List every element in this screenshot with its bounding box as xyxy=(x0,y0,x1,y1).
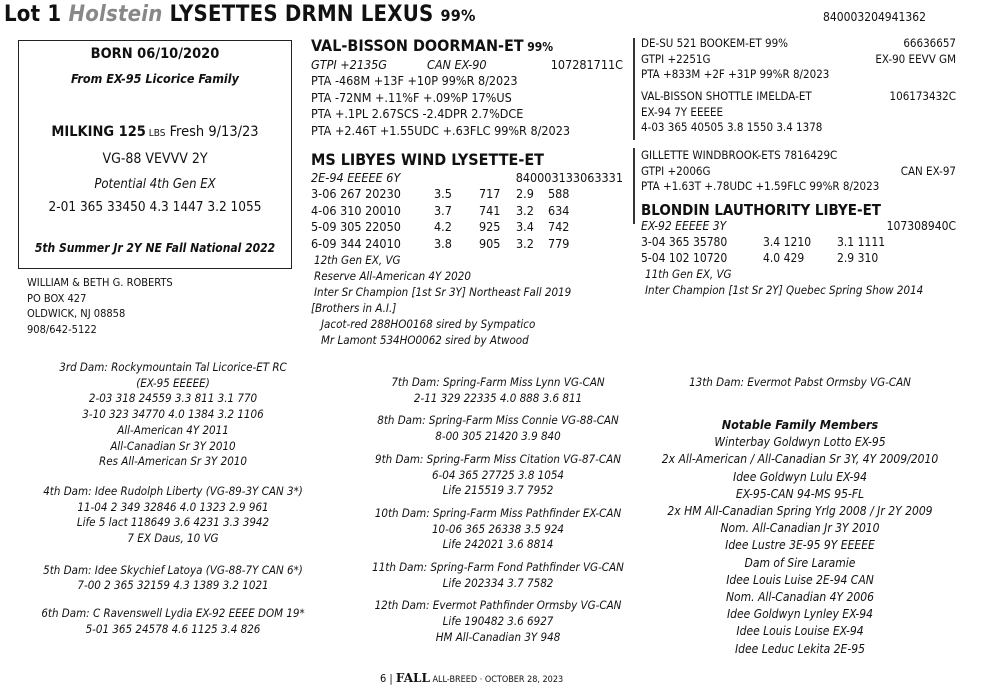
dams-column-3 xyxy=(640,375,960,391)
footer-sale-info: ALL-BREED · OCTOBER 28, 2023 xyxy=(429,675,564,685)
dam-note: 12th Gen EX, VG xyxy=(314,253,401,267)
sire-pct: 99% xyxy=(527,40,554,54)
dam-name: MS LIBYES WIND LYSETTE-ET xyxy=(311,150,544,169)
dam-dam-note: Inter Champion [1st Sr 2Y] Quebec Spring Show 2014 xyxy=(645,283,924,297)
ancestor-dam-line: 10-06 365 26338 3.5 924 xyxy=(431,521,565,536)
dam-record-cell: 4-06 310 20010 xyxy=(311,202,401,218)
ancestor-dam-line: 10th Dam: Spring-Farm Miss Pathfinder EX-CAN xyxy=(374,505,622,520)
ancestor-dam-line: 5th Dam: Idee Skychief Latoya (VG-88-7Y CAN 6*) xyxy=(43,562,303,577)
dam-note: Jacot-red 288HO0168 sired by Sympatico xyxy=(321,317,536,331)
dam-dam-record-cell: 4.0 429 xyxy=(763,251,805,265)
page-footer xyxy=(380,671,563,685)
ancestor-dam xyxy=(333,413,663,444)
dam-record-cell: 3.7 xyxy=(434,202,452,218)
dam-sire-class: CAN EX-97 xyxy=(900,163,956,178)
ancestor-dam xyxy=(8,484,338,547)
sire-dam-record: 4-03 365 40505 3.8 1550 3.4 1378 xyxy=(641,120,823,134)
dam-reg: 840003133063331 xyxy=(515,169,623,185)
dam-block xyxy=(311,152,623,348)
sire-dam-reg: 106173432C xyxy=(889,89,956,103)
lot-number: Lot 1 xyxy=(4,2,62,27)
ancestor-dam-line: 8th Dam: Spring-Farm Miss Connie VG-88-CAN xyxy=(377,413,619,428)
notable-member: Idee Lustre 3E-95 9Y EEEEE xyxy=(725,538,875,553)
sire-sire-class: EX-90 EEVV GM xyxy=(875,51,956,66)
dam-dam-record-cell: 2.9 310 xyxy=(837,251,879,265)
dam-record-cell: 779 xyxy=(548,235,570,251)
milking-unit: LBS xyxy=(145,128,166,139)
sire-sire-name: DE-SU 521 BOOKEM-ET 99% xyxy=(641,36,788,50)
ancestor-dam xyxy=(333,560,663,591)
dam-record-row xyxy=(311,219,623,236)
ancestor-dam xyxy=(333,598,663,645)
ancestor-dam-line: All-American 4Y 2011 xyxy=(117,422,229,437)
sire-name: VAL-BISSON DOORMAN-ET xyxy=(311,36,524,55)
dam-sire-name: GILLETTE WINDBROOK-ETS 7816429C xyxy=(641,148,838,162)
dam-dam-name: BLONDIN LAUTHORITY LIBYE-ET xyxy=(641,201,882,219)
notable-title: Notable Family Members xyxy=(721,417,879,432)
dam-sire-block xyxy=(641,148,956,195)
ancestor-dam-line: 12th Dam: Evermot Pathfinder Ormsby VG-CAN xyxy=(374,598,622,613)
ancestor-dam-line: HM All-Canadian 3Y 948 xyxy=(435,629,561,644)
ancestor-dam-line: Life 202334 3.7 7582 xyxy=(442,575,554,590)
ancestor-dam-line: Life 215519 3.7 7952 xyxy=(442,483,554,498)
dam-records xyxy=(311,186,623,252)
ancestor-dam-line: All-Canadian Sr 3Y 2010 xyxy=(110,438,236,453)
notable-member: Idee Louis Luise 2E-94 CAN xyxy=(726,572,874,587)
dam-record-cell: 3.2 xyxy=(516,202,534,218)
notable-member: Dam of Sire Laramie xyxy=(744,555,856,570)
ancestor-dam-line: Res All-American Sr 3Y 2010 xyxy=(99,454,247,469)
notable-member: Nom. All-Canadian Jr 3Y 2010 xyxy=(720,521,880,536)
ancestor-dam-line: 6th Dam: C Ravenswell Lydia EX-92 EEEE DOM 19* xyxy=(41,606,305,621)
dam-sire-gtpi: GTPI +2006G xyxy=(641,163,711,178)
ancestor-dam xyxy=(8,360,338,470)
lot-title xyxy=(4,2,476,27)
pedigree-bracket-line xyxy=(633,148,635,224)
sire-dam-class: EX-94 7Y EEEEE xyxy=(641,104,724,119)
ancestor-dam-line: 2-11 329 22335 4.0 888 3.6 811 xyxy=(413,390,583,405)
animal-name: LYSETTES DRMN LEXUS xyxy=(169,2,434,27)
classification: VG-88 VEVVV 2Y xyxy=(102,151,208,167)
owner-line: 908/642-5122 xyxy=(27,322,97,336)
dam-dam-record-cell: 3.4 1210 xyxy=(763,235,812,249)
dam-record-cell: 3.4 xyxy=(516,219,534,234)
ancestor-dam-line: 8-00 305 21420 3.9 840 xyxy=(435,429,561,444)
notable-member: Idee Goldwyn Lulu EX-94 xyxy=(733,469,867,484)
dams-column-2 xyxy=(333,375,663,646)
dam-sire-pta: PTA +1.63T +.78UDC +1.59FLC 99%R 8/2023 xyxy=(641,179,880,193)
dam-record-row xyxy=(311,236,623,253)
ancestor-dam-line: 7 EX Daus, 10 VG xyxy=(127,531,219,546)
sire-block xyxy=(311,38,623,139)
owner-block xyxy=(27,275,173,337)
sire-pta-line: PTA +2.46T +1.55UDC +.63FLC 99%R 8/2023 xyxy=(311,122,570,138)
sire-pta-line: PTA -72NM +.11%F +.09%P 17%US xyxy=(311,89,512,105)
dam-record-cell: 3.8 xyxy=(434,235,452,251)
dam-dam-record-cell: 5-04 102 10720 xyxy=(641,251,728,265)
fresh-date: Fresh 9/13/23 xyxy=(165,124,259,140)
sire-reg: 107281711C xyxy=(550,56,623,72)
notable-member: 2x All-American / All-Canadian Sr 3Y, 4Y 2009/2010 xyxy=(661,452,939,467)
ancestor-dam-line: 6-04 365 27725 3.8 1054 xyxy=(431,467,565,482)
animal-pct: 99% xyxy=(440,6,476,25)
dam-dam-block xyxy=(641,202,956,298)
ancestor-dam-line: 3rd Dam: Rockymountain Tal Licorice-ET RC xyxy=(59,360,287,374)
notable-member: Idee Leduc Lekita 2E-95 xyxy=(735,641,865,656)
dam-note: [Brothers in A.I.] xyxy=(311,301,397,315)
dam-record-cell: 925 xyxy=(479,219,501,234)
born-date: BORN 06/10/2020 xyxy=(90,46,220,62)
ancestor-dam-line: 9th Dam: Spring-Farm Miss Citation VG-87-CAN xyxy=(375,451,621,466)
notable-family xyxy=(640,416,960,658)
dam-record-cell: 3-06 267 20230 xyxy=(311,186,401,201)
milking-line xyxy=(19,124,291,140)
ancestor-dam-line: 4th Dam: Idee Rudolph Liberty (VG-89-3Y CAN 3*) xyxy=(43,483,303,498)
owner-line: PO BOX 427 xyxy=(27,291,87,305)
ancestor-dam-line: Life 5 lact 118649 3.6 4231 3.3 3942 xyxy=(76,515,270,530)
dam-class: 2E-94 EEEEE 6Y xyxy=(311,169,401,185)
dam-record-cell: 3.2 xyxy=(516,235,534,251)
ancestor-dam-line: 11-04 2 349 32846 4.0 1323 2.9 961 xyxy=(77,499,269,514)
dam-record-cell: 634 xyxy=(548,202,570,218)
dam-dam-record-row xyxy=(641,234,956,250)
milking-amount: MILKING 125 xyxy=(51,124,146,140)
dam-dam-reg: 107308940C xyxy=(886,219,956,233)
dam-13: 13th Dam: Evermot Pabst Ormsby VG-CAN xyxy=(689,375,911,389)
info-box xyxy=(18,40,292,269)
owner-line: WILLIAM & BETH G. ROBERTS xyxy=(27,276,173,289)
dam-dam-note: 11th Gen EX, VG xyxy=(645,267,732,281)
sire-sire-gtpi: GTPI +2251G xyxy=(641,51,711,66)
notable-member: Nom. All-Canadian 4Y 2006 xyxy=(725,590,875,605)
notable-member: Idee Louis Louise EX-94 xyxy=(736,624,864,639)
dam-note: Mr Lamont 534HO0062 sired by Atwood xyxy=(321,333,529,347)
notable-member: 2x HM All-Canadian Spring Yrlg 2008 / Jr 2Y 2009 xyxy=(667,504,933,519)
ancestor-dam xyxy=(8,606,338,637)
ancestor-dam-line: 11th Dam: Spring-Farm Fond Pathfinder VG-CAN xyxy=(372,560,624,575)
potential: Potential 4th Gen EX xyxy=(94,177,216,192)
pedigree-bracket-line xyxy=(633,38,635,140)
dam-dam-record-cell: 3.1 1111 xyxy=(837,235,886,249)
dam-record-cell: 588 xyxy=(548,186,570,201)
dam-record-cell: 3.5 xyxy=(434,186,452,201)
ancestor-dam-line: (EX-95 EEEEE) xyxy=(136,375,210,390)
dam-record-cell: 741 xyxy=(479,202,501,218)
sire-sire-pta: PTA +833M +2F +31P 99%R 8/2023 xyxy=(641,67,830,81)
dam-record-cell: 4.2 xyxy=(434,219,452,234)
dam-class-line xyxy=(311,170,623,187)
dam-dam-record-row xyxy=(641,250,956,266)
dam-note: Inter Sr Champion [1st Sr 3Y] Northeast Fall 2019 xyxy=(314,285,572,299)
production-record: 2-01 365 33450 4.3 1447 3.2 1055 xyxy=(48,199,262,215)
breed: Holstein xyxy=(68,2,163,27)
dam-record-cell: 742 xyxy=(548,219,570,234)
ancestor-dam-line: 7-00 2 365 32159 4.3 1389 3.2 1021 xyxy=(77,578,269,593)
dam-record-row xyxy=(311,203,623,220)
ancestor-dam-line: Life 242021 3.6 8814 xyxy=(442,537,554,552)
dam-record-cell: 6-09 344 24010 xyxy=(311,235,401,251)
sire-gtpi: GTPI +2135G xyxy=(311,56,388,72)
dam-record-cell: 2.9 xyxy=(516,186,534,201)
page-number: 6 | xyxy=(380,672,396,685)
footer-fall: FALL xyxy=(395,671,430,685)
dam-dam-record-cell: 3-04 365 35780 xyxy=(641,235,728,249)
sire-dam-name: VAL-BISSON SHOTTLE IMELDA-ET xyxy=(641,89,812,103)
sire-gtpi-line xyxy=(311,57,623,74)
ancestor-dam-line: Life 190482 3.6 6927 xyxy=(442,614,554,629)
ancestor-dam-line: 3-10 323 34770 4.0 1384 3.2 1106 xyxy=(82,407,264,422)
ancestor-dam xyxy=(333,375,663,406)
notable-member: Winterbay Goldwyn Lotto EX-95 xyxy=(714,435,886,450)
dam-notes xyxy=(311,252,623,348)
owner-line: OLDWICK, NJ 08858 xyxy=(27,307,126,320)
dam-dam-class: EX-92 EEEEE 3Y xyxy=(641,219,727,233)
dams-column-1 xyxy=(8,360,338,638)
sire-class: CAN EX-90 xyxy=(427,56,487,72)
notable-member: Idee Goldwyn Lynley EX-94 xyxy=(726,607,874,622)
sire-sire-reg: 66636657 xyxy=(903,36,956,50)
dam-record-row xyxy=(311,186,623,203)
dam-record-cell: 717 xyxy=(479,186,501,201)
ancestor-dam-line: 5-01 365 24578 4.6 1125 3.4 826 xyxy=(85,621,261,636)
ancestor-dam-line: 7th Dam: Spring-Farm Miss Lynn VG-CAN xyxy=(391,375,605,389)
ancestor-dam xyxy=(8,563,338,594)
dam-dam-records xyxy=(641,234,956,266)
sire-sire-block xyxy=(641,36,956,83)
ancestor-dam xyxy=(333,452,663,499)
ancestor-dam xyxy=(333,506,663,553)
dam-record-cell: 905 xyxy=(479,235,501,251)
sire-pta-line: PTA -468M +13F +10P 99%R 8/2023 xyxy=(311,73,518,88)
notable-member: EX-95-CAN 94-MS 95-FL xyxy=(735,486,865,501)
show-award: 5th Summer Jr 2Y NE Fall National 2022 xyxy=(34,241,276,255)
family: From EX-95 Licorice Family xyxy=(71,71,239,86)
sire-pta-line: PTA +.1PL 2.67SCS -2.4DPR 2.7%DCE xyxy=(311,106,524,121)
registration-number: 840003204941362 xyxy=(823,10,927,24)
dam-note: Reserve All-American 4Y 2020 xyxy=(314,269,471,283)
dam-record-cell: 5-09 305 22050 xyxy=(311,219,401,234)
ancestor-dam-line: 2-03 318 24559 3.3 811 3.1 770 xyxy=(88,391,258,406)
sire-dam-block xyxy=(641,89,956,136)
